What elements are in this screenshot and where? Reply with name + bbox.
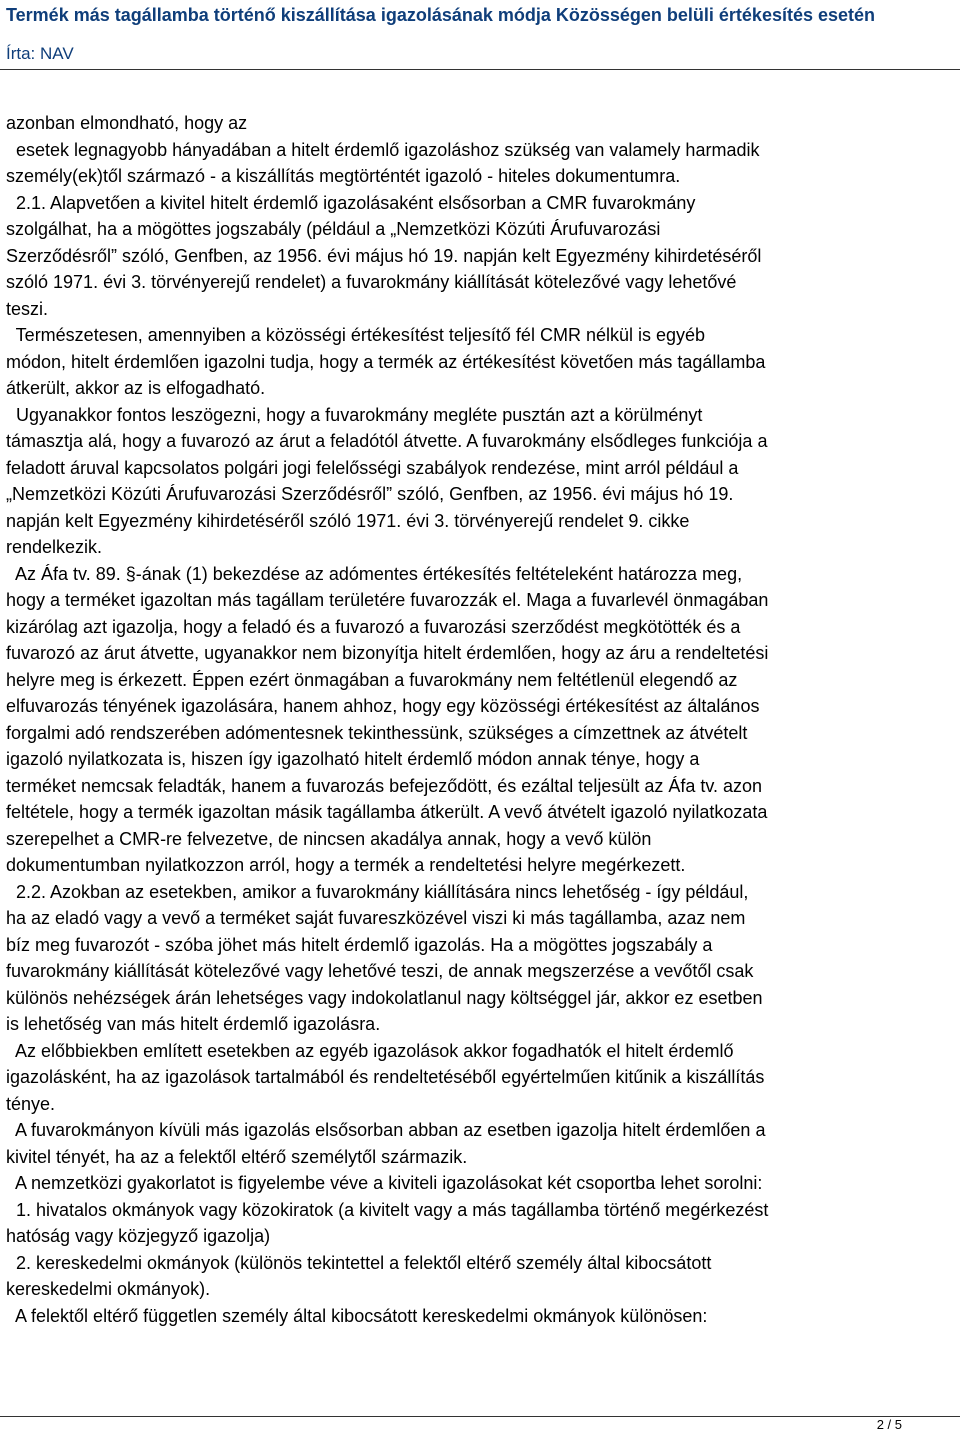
body-line: hogy a terméket igazoltan más tagállam területére fuvarozzák el. Maga a fuvarlevél önmagában xyxy=(6,590,769,610)
body-line: szóló 1971. évi 3. törvényerejű rendelet) a fuvarokmány kiállítását kötelezővé vagy lehetővé xyxy=(6,272,737,292)
page-number: 2 / 5 xyxy=(876,1417,902,1432)
body-line: azonban elmondható, hogy az xyxy=(6,113,248,133)
body-line: fuvarozó az árut átvette, ugyanakkor nem bizonyítja hitelt érdemlően, hogy az áru a rendeltetési xyxy=(6,643,769,663)
footer-divider xyxy=(0,1416,960,1417)
body-line: helyre meg is érkezett. Éppen ezért önmagában a fuvarokmány nem feltétlenül elegendő az xyxy=(6,669,738,690)
body-line: is lehetőség van más hitelt érdemlő igazolásra. xyxy=(6,1014,381,1034)
body-line: A fuvarokmányon kívüli más igazolás elsősorban abban az esetben igazolja hitelt érdemlően a xyxy=(6,1120,766,1140)
body-line: Az Áfa tv. 89. §-ának (1) bekezdése az adómentes értékesítés feltételeként határozza meg, xyxy=(6,563,743,584)
document-title: Termék más tagállamba történő kiszállítása igazolásának módja Közösségen belüli értékesítés esetén xyxy=(6,5,876,25)
body-line: elfuvarozás tényének igazolására, hanem ahhoz, hogy egy közösségi értékesítést az általános xyxy=(6,696,760,716)
body-line: Természetesen, amennyiben a közösségi értékesítést teljesítő fél CMR nélkül is egyéb xyxy=(6,325,706,345)
body-line: ha az eladó vagy a vevő a terméket saját fuvareszközével viszi ki más tagállamba, azaz nem xyxy=(6,908,746,928)
body-line: Ugyanakkor fontos leszögezni, hogy a fuvarokmány megléte pusztán azt a körülményt xyxy=(6,404,703,425)
body-line: rendelkezik. xyxy=(6,537,103,557)
body-line: forgalmi adó rendszerében adómentesnek tekinthessünk, szükséges a címzettnek az átvételt xyxy=(6,722,748,743)
header-divider xyxy=(0,69,960,70)
body-line: feladott áruval kapcsolatos polgári jogi felelősségi szabályok rendezése, mint arról például a xyxy=(6,457,739,478)
body-line: kizárólag azt igazolja, hogy a feladó és a fuvarozó a fuvarozási szerződést megkötötték és a xyxy=(6,616,741,637)
body-line: kivitel tényét, ha az a felektől eltérő személytől származik. xyxy=(6,1146,468,1167)
body-line: szolgálhat, ha a mögöttes jogszabály (például a „Nemzetközi Közúti Árufuvarozási xyxy=(6,219,661,239)
body-line: esetek legnagyobb hányadában a hitelt érdemlő igazoláshoz szükség van valamely harmadik xyxy=(6,139,760,160)
body-line: 1. hivatalos okmányok vagy közokiratok (a kivitelt vagy a más tagállamba történő megérkezést xyxy=(6,1199,769,1220)
body-line: fuvarokmány kiállítását kötelezővé vagy lehetővé teszi, de annak megszerzése a vevőtől csak xyxy=(6,961,754,981)
body-line: bíz meg fuvarozót - szóba jöhet más hitelt érdemlő igazolás. Ha a mögöttes jogszabály a xyxy=(6,934,713,955)
body-line: ténye. xyxy=(6,1093,56,1114)
body-line: igazoló nyilatkozata is, hiszen így igazolható hitelt érdemlő módon annak ténye, hogy a xyxy=(6,749,700,769)
body-line: teszi. xyxy=(6,298,49,319)
body-line: 2. kereskedelmi okmányok (különös tekintettel a felektől eltérő személy által kibocsátott xyxy=(6,1252,712,1273)
body-line: támasztja alá, hogy a fuvarozó az árut a feladótól átvette. A fuvarokmány elsődleges funkciója a xyxy=(6,431,768,451)
document-body xyxy=(6,110,958,1329)
body-line: A felektől eltérő független személy által kibocsátott kereskedelmi okmányok különösen: xyxy=(6,1305,708,1326)
body-line: kereskedelmi okmányok). xyxy=(6,1279,211,1299)
body-line: 2.2. Azokban az esetekben, amikor a fuvarokmány kiállítására nincs lehetőség - így például, xyxy=(6,881,749,902)
document-author: Írta: NAV xyxy=(6,44,74,63)
body-line: „Nemzetközi Közúti Árufuvarozási Szerződésről” szóló, Genfben, az 1956. évi május hó 19. xyxy=(6,484,734,504)
body-line: személy(ek)től származó - a kiszállítás megtörténtét igazoló - hiteles dokumentumra. xyxy=(6,166,681,186)
body-line: dokumentumban nyilatkozzon arról, hogy a termék a rendeltetési helyre megérkezett. xyxy=(6,855,686,875)
body-line: átkerült, akkor az is elfogadható. xyxy=(6,378,266,398)
body-line: terméket nemcsak feladták, hanem a fuvarozás befejeződött, és ezáltal teljesült az Áfa tv. azon xyxy=(6,775,763,796)
body-line: szerepelhet a CMR-re felvezetve, de nincsen akadálya annak, hogy a vevő külön xyxy=(6,828,652,849)
body-line: módon, hitelt érdemlően igazolni tudja, hogy a termék az értékesítést követően más tagállamba xyxy=(6,351,766,372)
body-line: Szerződésről” szóló, Genfben, az 1956. évi május hó 19. napján kelt Egyezmény kihirdetéséről xyxy=(6,245,762,266)
body-line: 2.1. Alapvetően a kivitel hitelt érdemlő igazolásaként elsősorban a CMR fuvarokmány xyxy=(6,192,696,213)
body-line: igazolásként, ha az igazolások tartalmából és rendeltetéséből egyértelműen kitűnik a kiszállítás xyxy=(6,1067,765,1087)
body-line: A nemzetközi gyakorlatot is figyelembe véve a kiviteli igazolásokat két csoportba lehet sorolni: xyxy=(6,1173,763,1193)
body-line: Az előbbiekben említett esetekben az egyéb igazolások akkor fogadhatók el hitelt érdemlő xyxy=(6,1040,734,1061)
body-line: különös nehézségek árán lehetséges vagy indokolatlanul nagy költséggel jár, akkor ez esetben xyxy=(6,987,763,1008)
body-line: hatóság vagy közjegyző igazolja) xyxy=(6,1226,271,1246)
body-line: feltétele, hogy a termék igazoltan másik tagállamba átkerült. A vevő átvételt igazoló nyilatkozata xyxy=(6,802,768,822)
body-line: napján kelt Egyezmény kihirdetéséről szóló 1971. évi 3. törvényerejű rendelet 9. cikke xyxy=(6,510,690,531)
